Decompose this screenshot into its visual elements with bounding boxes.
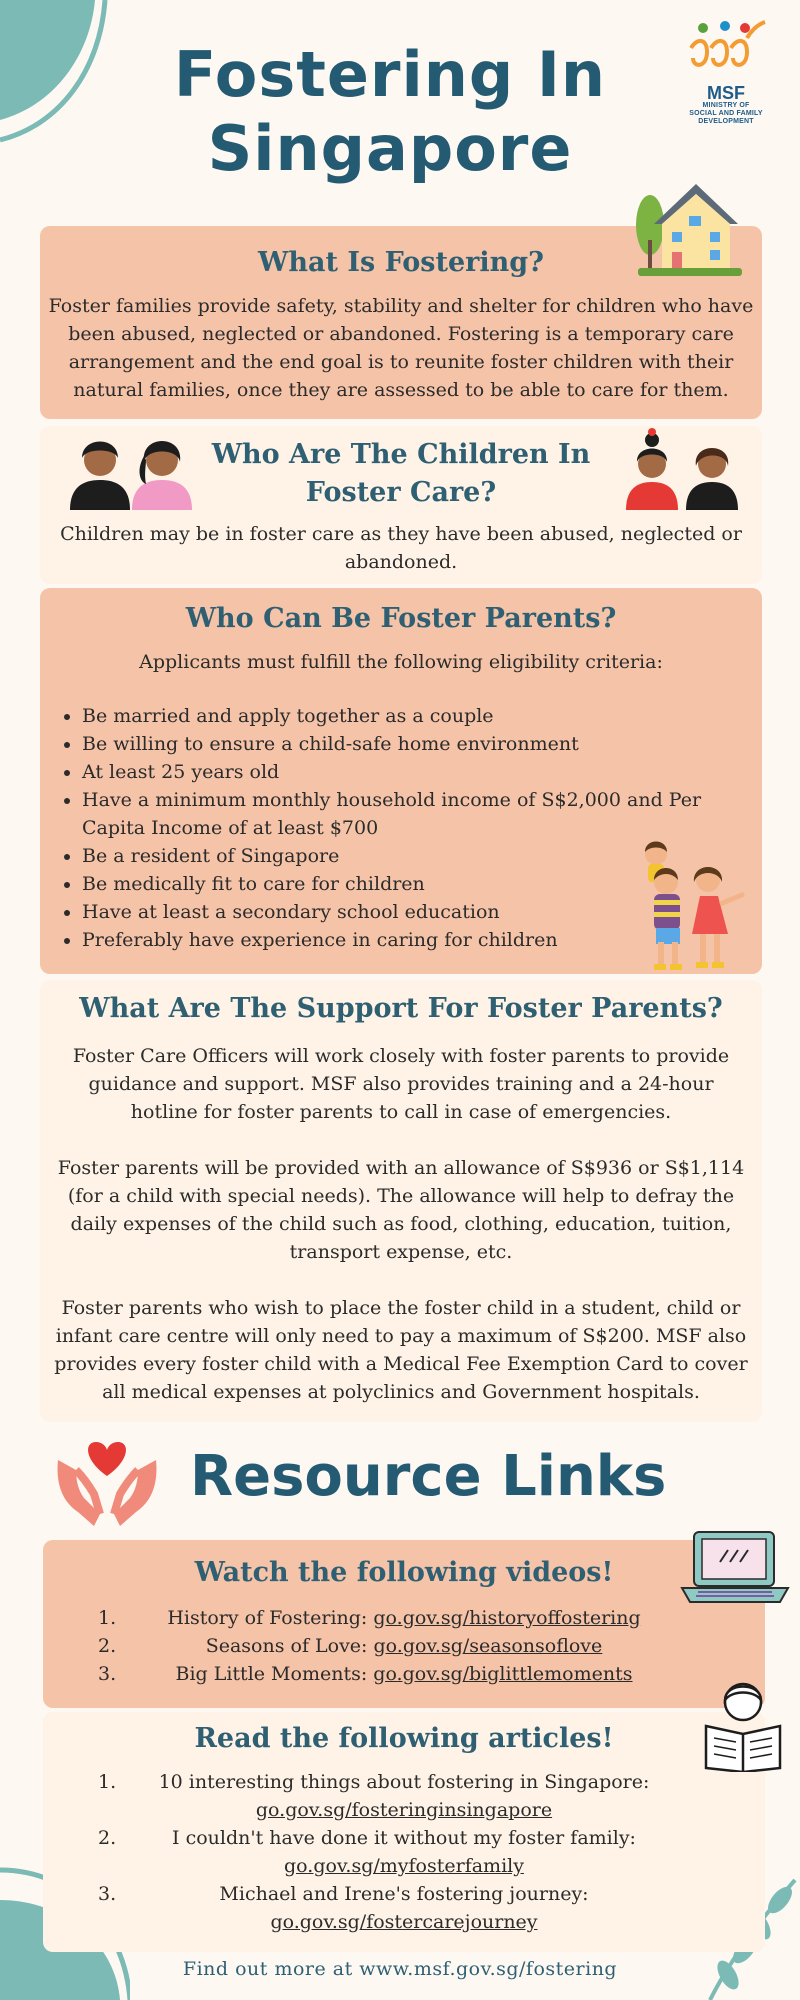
title-line-1: Fostering In	[173, 38, 607, 111]
video-link[interactable]: go.gov.sg/seasonsoflove	[373, 1635, 603, 1657]
video-item-label: History of Fostering:	[167, 1607, 368, 1629]
eligibility-heading: Who Can Be Foster Parents?	[185, 603, 617, 634]
heart-hands-icon	[54, 1440, 160, 1530]
msf-logo-icon	[683, 18, 769, 80]
eligibility-intro: Applicants must fulfill the following eligibility criteria:	[139, 651, 663, 673]
video-item-label: Seasons of Love:	[205, 1635, 368, 1657]
resource-links-title: Resource Links	[190, 1444, 667, 1509]
support-paragraph-1: Foster Care Officers will work closely with foster parents to provide guidance and support. MSF also provides training and a 24-hour hotline for foster parents to call in case of emergencies.	[72, 1045, 730, 1123]
article-item-label: Michael and Irene's fostering journey:	[219, 1883, 589, 1905]
eligibility-item: • Be medically fit to care for children	[82, 870, 712, 898]
eligibility-item: • Preferably have experience in caring for children	[82, 926, 712, 954]
title-line-2: Singapore	[207, 112, 573, 185]
support-section	[40, 980, 762, 1422]
house-icon	[632, 170, 747, 280]
article-item	[43, 1768, 765, 1824]
article-item-number: 1.	[98, 1771, 117, 1793]
video-item	[43, 1632, 765, 1660]
video-item	[43, 1660, 765, 1688]
page-title	[150, 38, 630, 186]
laptop-icon	[680, 1528, 790, 1608]
videos-section	[43, 1540, 765, 1708]
videos-list	[43, 1604, 765, 1688]
article-link[interactable]: go.gov.sg/fostercarejourney	[270, 1911, 538, 1933]
logo-ministry-line1: MINISTRY OF	[702, 102, 750, 109]
article-item-label: 10 interesting things about fostering in Singapore:	[158, 1771, 650, 1793]
children-icon-left	[66, 426, 196, 510]
article-link[interactable]: go.gov.sg/myfosterfamily	[284, 1855, 524, 1877]
eligibility-item: • Be married and apply together as a couple	[82, 702, 712, 730]
support-paragraph-2: Foster parents will be provided with an allowance of S$936 or S$1,114 (for a child with special needs). The allowance will help to defray the daily expenses of the child such as food, clothing, education, tuition, transport expense, etc.	[57, 1157, 745, 1263]
video-link[interactable]: go.gov.sg/historyoffostering	[373, 1607, 641, 1629]
video-item	[43, 1604, 765, 1632]
article-link[interactable]: go.gov.sg/fosteringinsingapore	[255, 1799, 553, 1821]
videos-heading: Watch the following videos!	[194, 1557, 614, 1588]
eligibility-item: • Be a resident of Singapore	[82, 842, 712, 870]
what-is-fostering-text: Foster families provide safety, stability and shelter for children who have been abused, neglected or abandoned. Fostering is a temporary care arrangement and the end goal is to reunite foster children with their natural families, once they are assessed to be able to care for them.	[48, 295, 754, 401]
video-item-number: 2.	[98, 1635, 117, 1657]
video-item-number: 3.	[98, 1663, 117, 1685]
logo-ministry-line2: SOCIAL AND FAMILY	[689, 110, 763, 117]
eligibility-item: • At least 25 years old	[82, 758, 712, 786]
msf-logo	[676, 18, 776, 126]
articles-list	[43, 1768, 765, 1936]
video-item-label: Big Little Moments:	[175, 1663, 368, 1685]
video-link[interactable]: go.gov.sg/biglittlemoments	[373, 1663, 633, 1685]
article-item-number: 3.	[98, 1883, 117, 1905]
video-item-number: 1.	[98, 1607, 117, 1629]
teal-swirl-decoration-top-left	[0, 0, 110, 150]
article-item	[43, 1880, 765, 1936]
eligibility-item: • Be willing to ensure a child-safe home environment	[82, 730, 712, 758]
logo-ministry-line3: DEVELOPMENT	[698, 118, 754, 125]
articles-section	[43, 1712, 765, 1952]
playing-children-icon	[628, 834, 752, 974]
support-heading: What Are The Support For Foster Parents?	[79, 993, 723, 1024]
footer-text: Find out more at www.msf.gov.sg/fostering	[182, 1958, 618, 1980]
support-paragraph-3: Foster parents who wish to place the foster child in a student, child or infant care centre will only need to pay a maximum of S$200. MSF also provides every foster child with a Medical Fee Exemption Card to cover all medical expenses at polyclinics and Government hospitals.	[54, 1297, 748, 1403]
article-item-label: I couldn't have done it without my foster family:	[172, 1827, 636, 1849]
children-text: Children may be in foster care as they have been abused, neglected or abandoned.	[60, 523, 742, 573]
article-item	[43, 1824, 765, 1880]
eligibility-list	[40, 702, 712, 954]
reading-person-icon	[700, 1676, 786, 1772]
article-item-number: 2.	[98, 1827, 117, 1849]
logo-msf-text: MSF	[707, 83, 745, 103]
eligibility-item: • Have at least a secondary school education	[82, 898, 712, 926]
eligibility-item: • Have a minimum monthly household income of S$2,000 and Per Capita Income of at least $700	[82, 786, 712, 842]
children-heading: Who Are The Children In Foster Care?	[211, 439, 591, 508]
children-icon-right	[622, 424, 742, 510]
articles-heading: Read the following articles!	[194, 1723, 614, 1754]
what-is-fostering-heading: What Is Fostering?	[258, 247, 544, 278]
